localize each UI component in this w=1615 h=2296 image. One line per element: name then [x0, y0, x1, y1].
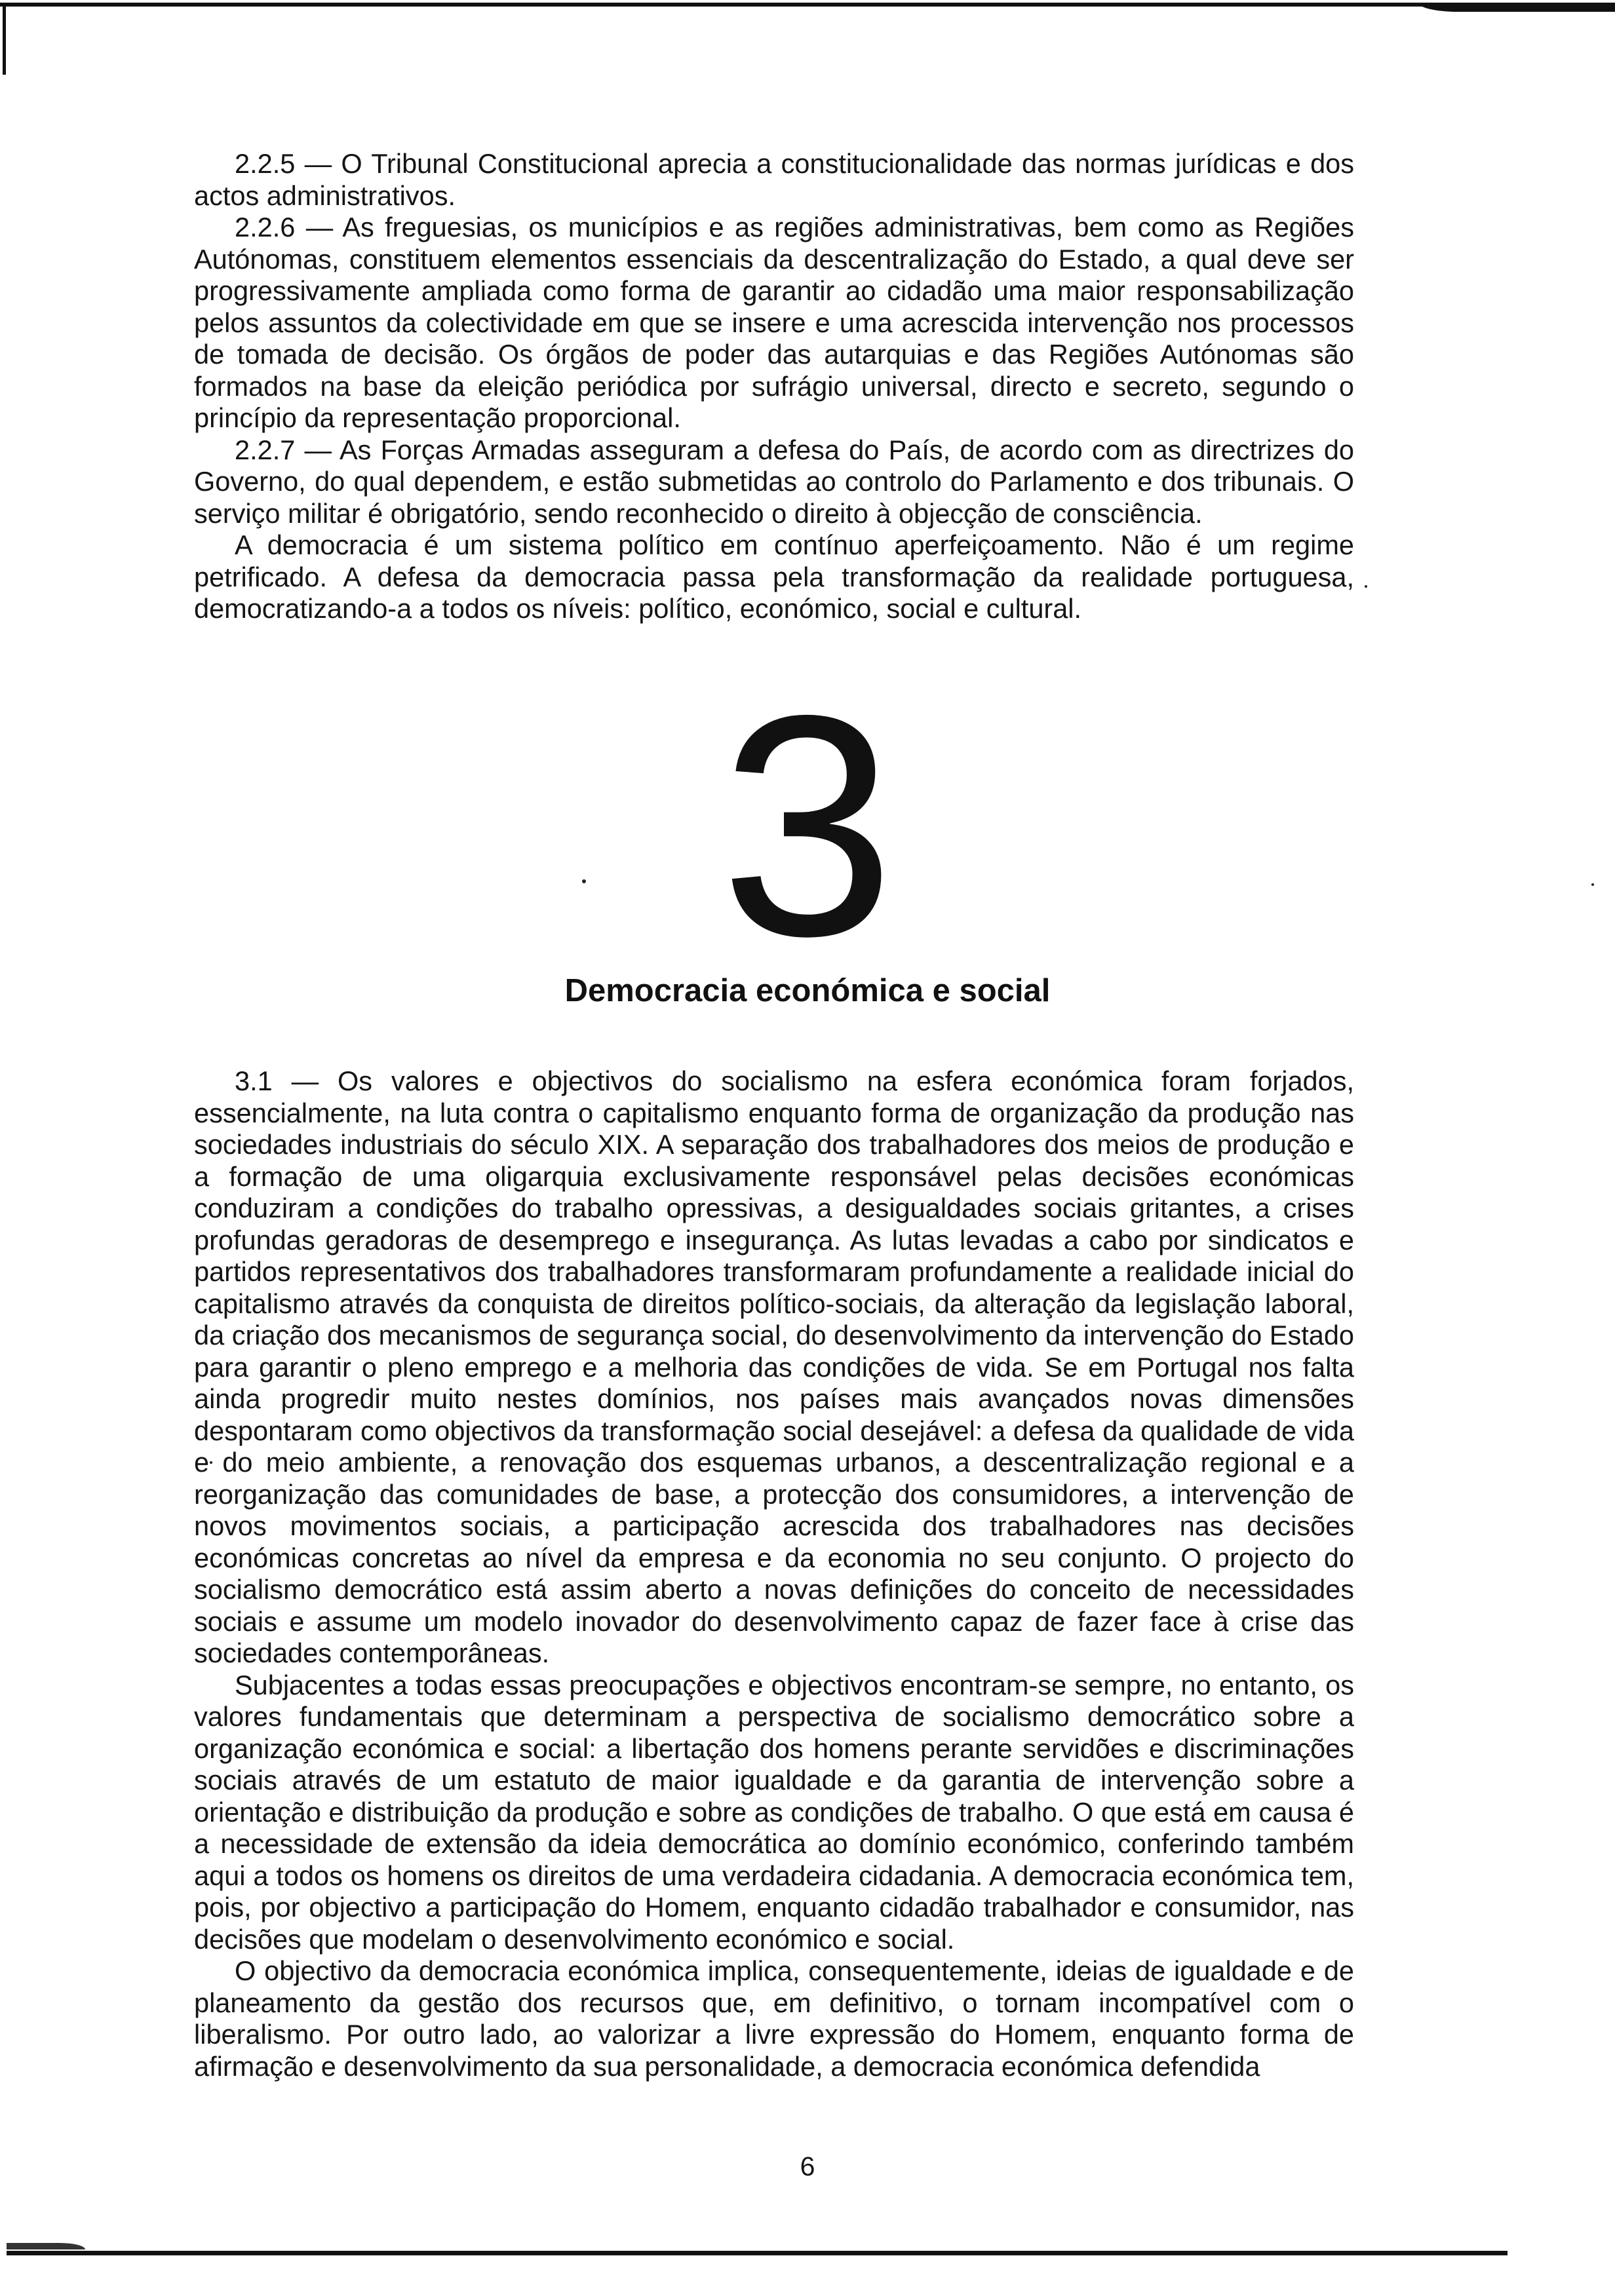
page-number: 6 — [800, 2151, 815, 2181]
paragraph-2-2-6: 2.2.6 — As freguesias, os municípios e as regiões administrativas, bem como as Regiões Autónomas, constituem elementos essenciais da descentralização do Estado, a qual deve ser progressivamente ampliada como forma de garantir ao cidadão uma maior responsabilização pelos assuntos da colectividade em que se insere e uma acrescida intervenção nos processos de tomada de decisão. Os órgãos de poder das autarquias e das Regiões Autónomas são formados na base da eleição periódica por sufrágio universal, directo e secreto, segundo o princípio da representação proporcional. — [194, 212, 1354, 433]
scan-border-top — [0, 3, 1615, 7]
paragraph-objectivo-democracia-economica: O objectivo da democracia económica implica, consequentemente, ideias de igualdade e de planeamento da gestão dos recursos que, em definitivo, o tornam incompatível com o liberalismo. Por outro lado, ao valorizar a livre expressão do Homem, enquanto forma de afirmação e desenvolvimento da sua personalidade, a democracia económica defendida — [194, 1955, 1354, 2082]
paragraph-democracy-conclusion: A democracia é um sistema político em contínuo aperfeiçoamento. Não é um regime petrificado. A defesa da democracia passa pela transformação da realidade portuguesa, democratizando-a a todos os níveis: político, económico, social e cultural. — [194, 529, 1354, 624]
paragraph-subjacentes: Subjacentes a todas essas preocupações e objectivos encontram-se sempre, no entanto, os valores fundamentais que determinam a perspectiva de socialismo democrático sobre a organização económica e social: a libertação dos homens perante servidões e discriminações sociais através de um estatuto de maior igualdade e da garantia de intervenção sobre a orientação e distribuição da produção e sobre as condições de trabalho. O que está em causa é a necessidade de extensão da ideia democrática ao domínio económico, conferindo também aqui a todos os homens os direitos de uma verdadeira cidadania. A democracia económica tem, pois, por objectivo a participação do Homem, enquanto cidadão trabalhador e consumidor, nas decisões que modelam o desenvolvimento económico e social. — [194, 1669, 1354, 1955]
chapter-title: Democracia económica e social — [564, 973, 1051, 1008]
scan-border-left — [3, 3, 6, 75]
body-text-top — [194, 148, 1354, 625]
paragraph-2-2-5: 2.2.5 — O Tribunal Constitucional aprecia a constitucionalidade das normas jurídicas e dos actos administrativos. — [194, 148, 1354, 211]
scan-border-bottom — [7, 2251, 1508, 2255]
chapter-number: 3 — [720, 649, 895, 1001]
paragraph-3-1: 3.1 — Os valores e objectivos do socialismo na esfera económica foram forjados, essencialmente, na luta contra o capitalismo enquanto forma de organização da produção nas sociedades industriais do século XIX. A separação dos trabalhadores dos meios de produção e a formação de uma oligarquia exclusivamente responsável pelas decisões económicas conduziram a condições do trabalho opressivas, a desigualdades sociais gritantes, a crises profundas geradoras de desemprego e insegurança. As lutas levadas a cabo por sindicatos e partidos representativos dos trabalhadores transformaram profundamente a realidade inicial do capitalismo através da conquista de direitos político-sociais, da alteração da legislação laboral, da criação dos mecanismos de segurança social, do desenvolvimento da intervenção do Estado para garantir o pleno emprego e a melhoria das condições de vida. Se em Portugal nos falta ainda progredir muito nestes domínios, nos países mais avançados novas dimensões despontaram como objectivos da transformação social desejável: a defesa da qualidade de vida e do meio ambiente, a renovação dos esquemas urbanos, a descentralização regional e a reorganização das comunidades de base, a protecção dos consumidores, a intervenção de novos movimentos sociais, a participação acrescida dos trabalhadores nas decisões económicas concretas ao nível da empresa e da economia no seu conjunto. O projecto do socialismo democrático está assim aberto a novas definições do conceito de necessidades sociais e assume um modelo inovador do desenvolvimento capaz de fazer face à crise das sociedades contemporâneas. — [194, 1065, 1354, 1668]
paragraph-2-2-7: 2.2.7 — As Forças Armadas asseguram a defesa do País, de acordo com as directrizes do Governo, do qual dependem, e estão submetidas ao controlo do Parlamento e dos tribunais. O serviço militar é obrigatório, sendo reconhecido o direito à objecção de consciência. — [194, 434, 1354, 529]
body-text-bottom — [194, 1065, 1354, 2082]
scan-speck — [1365, 585, 1367, 588]
